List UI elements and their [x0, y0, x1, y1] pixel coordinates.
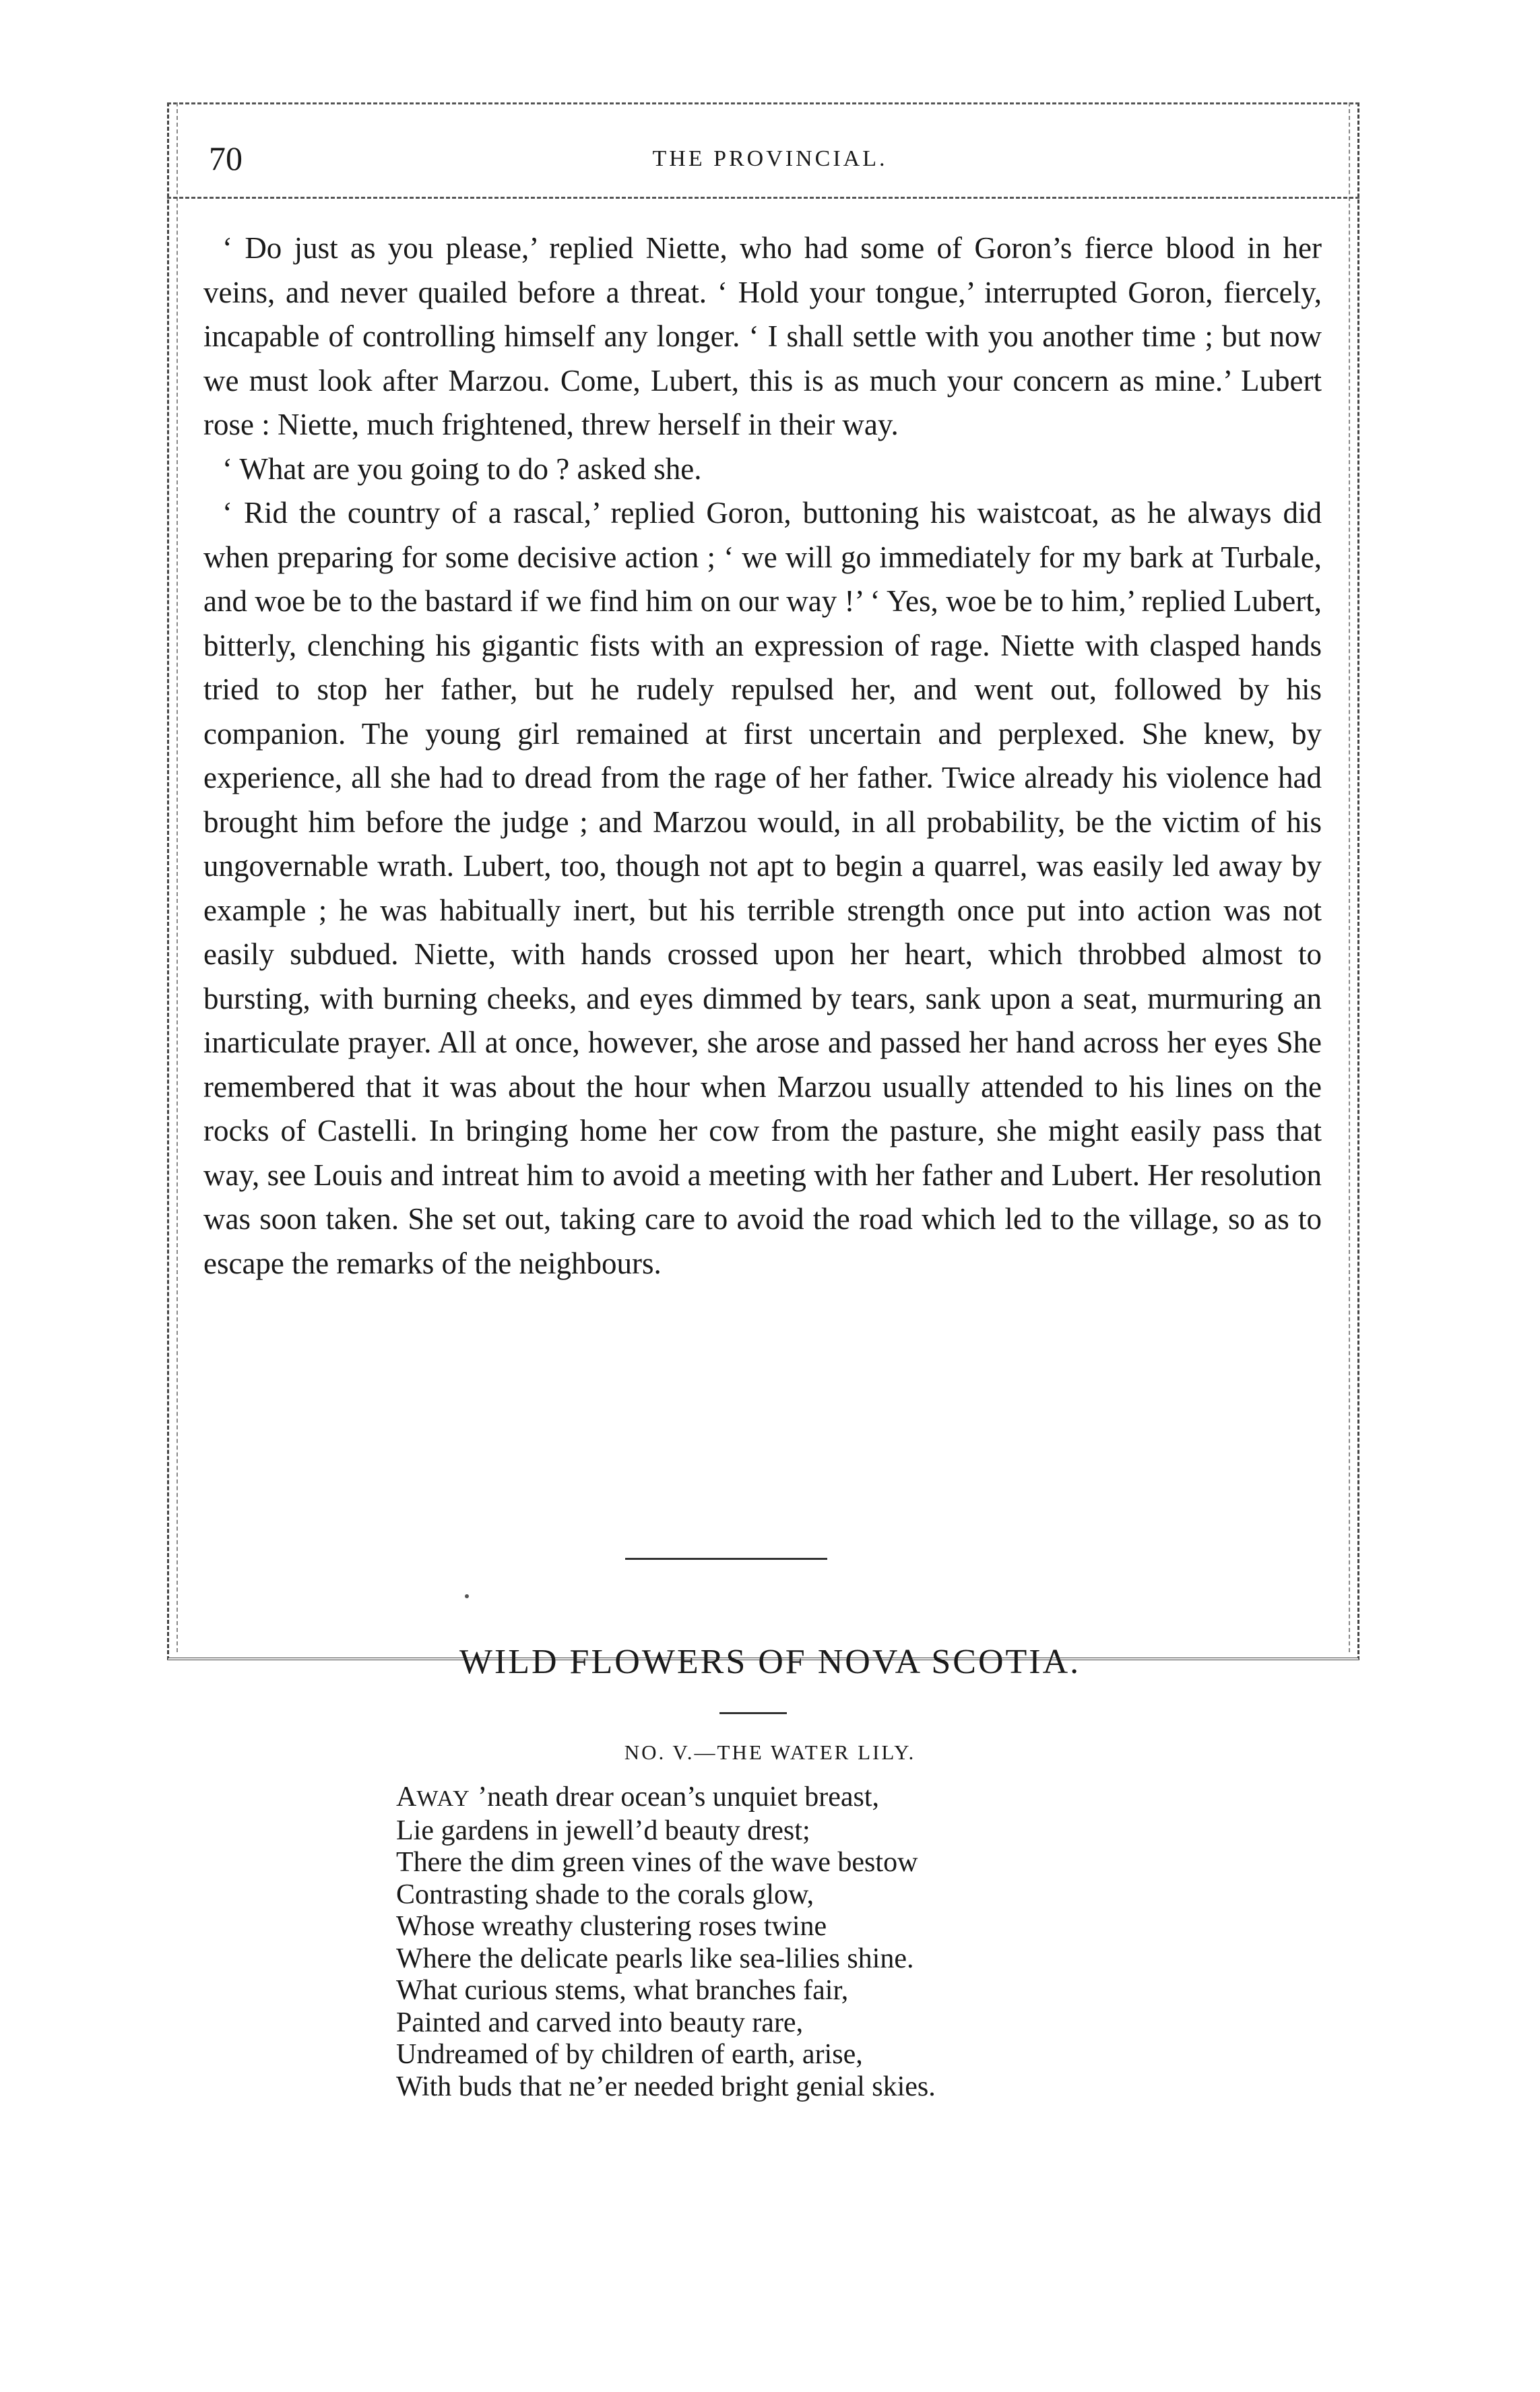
poem-line: Painted and carved into beauty rare, — [396, 2007, 804, 2038]
poem-line: There the dim green vines of the wave bestow — [396, 1847, 918, 1878]
running-title: THE PROVINCIAL. — [652, 146, 888, 171]
prose-body — [203, 226, 1322, 1286]
poem-line-text: ’neath drear ocean’s unquiet breast, — [470, 1782, 880, 1813]
page-number: 70 — [209, 139, 243, 177]
poem-line: With buds that ne’er needed bright genial skies. — [396, 2071, 936, 2102]
header-rule — [167, 197, 1359, 199]
title-rule — [719, 1712, 787, 1714]
section-divider — [625, 1558, 827, 1560]
poem-line: Contrasting shade to the corals glow, — [396, 1879, 814, 1910]
poem-subtitle: NO. V.—THE WATER LILY. — [624, 1740, 916, 1764]
poem-initial-smallcaps: WAY — [416, 1786, 471, 1811]
poem-line: Where the delicate pearls like sea-lilies shine. — [396, 1943, 914, 1974]
paragraph: ‘ Rid the country of a rascal,’ replied Goron, buttoning his waistcoat, as he always did when preparing for some decisive action ; ‘ we will go immediately for my bark at Turbale, and woe be to the bastard if we find him on our way !’ ‘ Yes, woe be to him,’ replied Lubert, bitterly, clenching his gigantic fists with an expression of rage. Niette with clasped hands tried to stop her father, but he rudely repulsed her, and went out, followed by his companion. The young girl remained at first uncertain and perplexed. She knew, by experience, all she had to dread from the rage of her father. Twice already his violence had brought him before the judge ; and Marzou would, in all probability, be the victim of his ungovernable wrath. Lubert, too, though not apt to begin a quarrel, was easily led away by example ; he was habitually inert, but his terrible strength once put into action was not easily subdued. Niette, with hands crossed upon her heart, which throbbed almost to bursting, with burning cheeks, and eyes dimmed by tears, sank upon a seat, murmuring an inarticulate prayer. All at once, however, she arose and passed her hand across her eyes She remembered that it was about the hour when Marzou usually attended to his lines on the rocks of Castelli. In bringing home her cow from the pasture, she might easily pass that way, see Louis and intreat him to avoid a meeting with her father and Lubert. Her resolution was soon taken. She set out, taking care to avoid the road which led to the village, so as to escape the remarks of the neighbours. — [203, 496, 1322, 1280]
poem-line: Undreamed of by children of earth, arise, — [396, 2039, 863, 2070]
poem-initial: A — [396, 1782, 417, 1813]
poem-line: Whose wreathy clustering roses twine — [396, 1911, 827, 1942]
poem-title: WILD FLOWERS OF NOVA SCOTIA. — [459, 1643, 1081, 1681]
poem-line — [396, 1782, 1312, 1815]
ink-speck — [465, 1594, 469, 1598]
paragraph: ‘ What are you going to do ? asked she. — [222, 451, 702, 486]
poem-line: Lie gardens in jewell’d beauty drest; — [396, 1815, 810, 1846]
poem-body — [396, 1782, 1312, 2103]
paragraph: ‘ Do just as you please,’ replied Niette, who had some of Goron’s fierce blood in her veins, and never quailed before a threat. ‘ Hold your tongue,’ interrupted Goron, fiercely, incapable of controlling himself any longer. ‘ I shall settle with you another time ; but now we must look after Marzou. Come, Lubert, this is as much your concern as mine.’ Lubert rose : Niette, much frightened, threw herself in their way. — [203, 231, 1322, 441]
poem-line: What curious stems, what branches fair, — [396, 1975, 849, 2006]
